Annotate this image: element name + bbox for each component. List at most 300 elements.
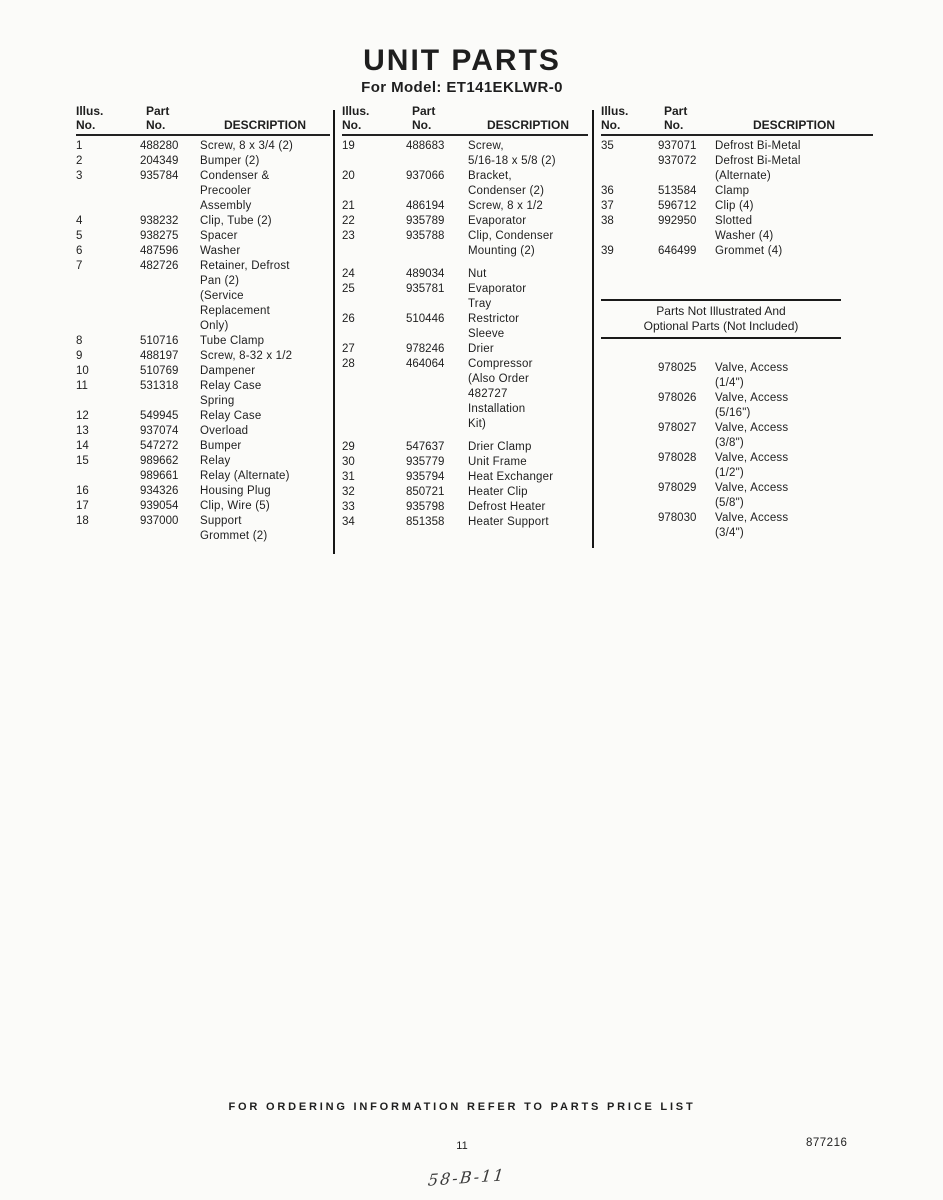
table-row bbox=[76, 184, 330, 199]
cell-desc: (1/2") bbox=[715, 467, 744, 479]
cell-desc: Screw, 8-32 x 1/2 bbox=[200, 350, 293, 362]
cell-desc: Screw, 8 x 3/4 (2) bbox=[200, 140, 294, 152]
cell-illus bbox=[601, 361, 658, 376]
cell-desc: Bumper bbox=[200, 440, 242, 452]
cell-part: 488683 bbox=[406, 140, 445, 152]
cell-part: 935788 bbox=[406, 230, 445, 242]
cell-part: 978246 bbox=[406, 343, 445, 355]
table-row bbox=[601, 214, 873, 229]
table-row bbox=[76, 259, 330, 274]
cell-desc: Defrost Bi-Metal bbox=[715, 155, 801, 167]
cell-desc: Installation bbox=[468, 403, 526, 415]
cell-part: 488197 bbox=[140, 350, 179, 362]
cell-desc: Valve, Access bbox=[715, 362, 789, 374]
cell-illus bbox=[76, 319, 140, 334]
cell-desc: Restrictor bbox=[468, 313, 520, 325]
table-row bbox=[342, 417, 588, 432]
not-illustrated-section bbox=[601, 299, 841, 541]
cell-illus: 7 bbox=[76, 260, 83, 272]
cell-illus: 15 bbox=[76, 455, 89, 467]
cell-part: 547637 bbox=[406, 441, 445, 453]
cell-part bbox=[406, 327, 468, 342]
table-rows bbox=[601, 139, 873, 259]
ordering-note: FOR ORDERING INFORMATION REFER TO PARTS PRICE LIST bbox=[228, 1101, 696, 1113]
cell-part bbox=[658, 169, 715, 184]
cell-illus: 39 bbox=[601, 245, 614, 257]
cell-part: 510716 bbox=[140, 335, 179, 347]
header-illus-no bbox=[601, 104, 658, 132]
cell-illus: 19 bbox=[342, 140, 355, 152]
table-row bbox=[76, 289, 330, 304]
table-row bbox=[76, 499, 330, 514]
handwritten-note: 58-B-11 bbox=[427, 1165, 507, 1190]
table-row bbox=[342, 402, 588, 417]
table-row bbox=[601, 511, 841, 526]
table-row bbox=[342, 470, 588, 485]
cell-desc: Defrost Heater bbox=[468, 501, 546, 513]
cell-desc: Clip, Wire (5) bbox=[200, 500, 270, 512]
cell-illus: 16 bbox=[76, 485, 89, 497]
cell-illus bbox=[601, 526, 658, 541]
table-row bbox=[76, 469, 330, 484]
cell-desc: Screw, 8 x 1/2 bbox=[468, 200, 544, 212]
not-illustrated-rows bbox=[601, 361, 841, 541]
cell-part: 935779 bbox=[406, 456, 445, 468]
header-part-label2: No. bbox=[664, 118, 684, 132]
cell-desc: Bracket, bbox=[468, 170, 512, 182]
cell-part: 547272 bbox=[140, 440, 179, 452]
cell-part: 489034 bbox=[406, 268, 445, 280]
column-divider-2 bbox=[592, 110, 594, 548]
cell-part: 939054 bbox=[140, 500, 179, 512]
cell-illus bbox=[342, 297, 406, 312]
table-row bbox=[342, 485, 588, 500]
header-part-no bbox=[406, 104, 468, 132]
table-row bbox=[76, 229, 330, 244]
cell-part: 937074 bbox=[140, 425, 179, 437]
header-description-label: DESCRIPTION bbox=[486, 118, 569, 132]
cell-desc: Spacer bbox=[200, 230, 238, 242]
cell-desc: Kit) bbox=[468, 418, 487, 430]
not-illustrated-heading bbox=[601, 299, 841, 339]
cell-illus bbox=[601, 229, 658, 244]
header-illus-no bbox=[76, 104, 140, 132]
cell-part bbox=[406, 154, 468, 169]
cell-part: 978029 bbox=[658, 482, 697, 494]
cell-illus: 37 bbox=[601, 200, 614, 212]
cell-desc: Slotted bbox=[715, 215, 753, 227]
cell-desc: (3/4") bbox=[715, 527, 744, 539]
header-illus-label: Illus. bbox=[342, 104, 370, 118]
table-row bbox=[601, 496, 841, 511]
cell-desc: Spring bbox=[200, 395, 235, 407]
table-row bbox=[76, 424, 330, 439]
cell-part: 992950 bbox=[658, 215, 697, 227]
cell-illus: 14 bbox=[76, 440, 89, 452]
cell-desc: Relay Case bbox=[200, 410, 262, 422]
table-row bbox=[342, 312, 588, 327]
cell-part bbox=[658, 466, 715, 481]
cell-part bbox=[406, 417, 468, 432]
cell-desc: Condenser (2) bbox=[468, 185, 545, 197]
cell-desc: 5/16-18 x 5/8 (2) bbox=[468, 155, 556, 167]
cell-desc: Bumper (2) bbox=[200, 155, 260, 167]
table-row bbox=[342, 214, 588, 229]
table-row bbox=[342, 500, 588, 515]
cell-part bbox=[140, 184, 200, 199]
cell-illus: 11 bbox=[76, 380, 88, 392]
table-row bbox=[342, 154, 588, 169]
table-row bbox=[601, 451, 841, 466]
cell-desc: Relay (Alternate) bbox=[200, 470, 290, 482]
table-row bbox=[342, 440, 588, 455]
cell-illus bbox=[76, 199, 140, 214]
cell-desc: Grommet (4) bbox=[715, 245, 783, 257]
cell-desc: Valve, Access bbox=[715, 392, 789, 404]
cell-desc: Defrost Bi-Metal bbox=[715, 140, 801, 152]
cell-desc: (Service bbox=[200, 290, 244, 302]
cell-illus: 17 bbox=[76, 500, 89, 512]
table-row bbox=[76, 244, 330, 259]
cell-illus: 33 bbox=[342, 501, 355, 513]
cell-part: 935798 bbox=[406, 501, 445, 513]
cell-illus: 24 bbox=[342, 268, 355, 280]
cell-illus: 5 bbox=[76, 230, 83, 242]
cell-part: 989662 bbox=[140, 455, 179, 467]
cell-illus: 6 bbox=[76, 245, 83, 257]
cell-desc: Relay bbox=[200, 455, 231, 467]
cell-part: 978025 bbox=[658, 362, 697, 374]
cell-desc: Drier Clamp bbox=[468, 441, 532, 453]
cell-desc: Unit Frame bbox=[468, 456, 527, 468]
cell-desc: Only) bbox=[200, 320, 229, 332]
cell-desc: (1/4") bbox=[715, 377, 744, 389]
cell-illus bbox=[601, 376, 658, 391]
table-row bbox=[342, 455, 588, 470]
header-illus-no bbox=[342, 104, 406, 132]
cell-illus bbox=[76, 289, 140, 304]
cell-part bbox=[658, 436, 715, 451]
cell-desc: 482727 bbox=[468, 388, 508, 400]
header-illus-label: Illus. bbox=[76, 104, 104, 118]
cell-part bbox=[658, 526, 715, 541]
page-number: 11 bbox=[456, 1140, 468, 1152]
doc-number: 877216 bbox=[806, 1137, 848, 1149]
header-description bbox=[715, 104, 873, 132]
table-row bbox=[601, 244, 873, 259]
cell-part: 487596 bbox=[140, 245, 179, 257]
cell-part bbox=[140, 289, 200, 304]
cell-desc: Tube Clamp bbox=[200, 335, 265, 347]
table-rows bbox=[76, 139, 330, 544]
table-row bbox=[342, 139, 588, 154]
cell-illus: 2 bbox=[76, 155, 83, 167]
header-illus-label2: No. bbox=[342, 118, 362, 132]
cell-desc: Compressor bbox=[468, 358, 533, 370]
table-header bbox=[342, 104, 588, 136]
cell-illus bbox=[342, 372, 406, 387]
cell-illus: 10 bbox=[76, 365, 89, 377]
table-row bbox=[601, 154, 873, 169]
cell-desc: Clip, Condenser bbox=[468, 230, 554, 242]
cell-illus: 30 bbox=[342, 456, 355, 468]
page-title: UNIT PARTS bbox=[363, 44, 561, 77]
cell-illus: 25 bbox=[342, 283, 355, 295]
cell-part: 978030 bbox=[658, 512, 697, 524]
table-row bbox=[601, 139, 873, 154]
cell-illus bbox=[601, 466, 658, 481]
cell-part bbox=[406, 244, 468, 259]
cell-illus: 22 bbox=[342, 215, 355, 227]
cell-illus bbox=[601, 406, 658, 421]
table-row bbox=[76, 379, 330, 394]
header-description-label: DESCRIPTION bbox=[752, 118, 835, 132]
cell-part: 204349 bbox=[140, 155, 179, 167]
cell-illus: 8 bbox=[76, 335, 83, 347]
cell-desc: Pan (2) bbox=[200, 275, 240, 287]
cell-illus bbox=[342, 387, 406, 402]
table-row bbox=[342, 229, 588, 244]
cell-desc: Condenser & bbox=[200, 170, 270, 182]
cell-illus bbox=[76, 184, 140, 199]
cell-illus: 38 bbox=[601, 215, 614, 227]
table-row bbox=[601, 466, 841, 481]
table-row bbox=[601, 361, 841, 376]
table-row bbox=[601, 436, 841, 451]
cell-desc: Overload bbox=[200, 425, 249, 437]
cell-part: 510446 bbox=[406, 313, 445, 325]
column-divider-1 bbox=[333, 110, 335, 554]
cell-illus bbox=[601, 169, 658, 184]
cell-desc: (5/16") bbox=[715, 407, 751, 419]
cell-desc: Mounting (2) bbox=[468, 245, 535, 257]
cell-illus bbox=[342, 244, 406, 259]
cell-illus: 27 bbox=[342, 343, 355, 355]
cell-illus: 31 bbox=[342, 471, 355, 483]
table-row bbox=[601, 526, 841, 541]
cell-desc: Nut bbox=[468, 268, 487, 280]
cell-desc: Heater Support bbox=[468, 516, 549, 528]
cell-desc: Washer bbox=[200, 245, 241, 257]
cell-desc: (3/8") bbox=[715, 437, 744, 449]
header-part-no bbox=[658, 104, 715, 132]
table-row bbox=[601, 391, 841, 406]
cell-illus bbox=[342, 154, 406, 169]
cell-illus bbox=[601, 451, 658, 466]
cell-illus bbox=[342, 402, 406, 417]
cell-part bbox=[406, 297, 468, 312]
table-row bbox=[601, 376, 841, 391]
cell-desc: Heater Clip bbox=[468, 486, 528, 498]
cell-desc: Support bbox=[200, 515, 242, 527]
table-row bbox=[342, 357, 588, 372]
table-row bbox=[76, 304, 330, 319]
table-row bbox=[76, 514, 330, 529]
cell-illus bbox=[76, 304, 140, 319]
cell-part: 486194 bbox=[406, 200, 445, 212]
table-row bbox=[76, 139, 330, 154]
table-row bbox=[76, 334, 330, 349]
table-row bbox=[76, 154, 330, 169]
cell-part bbox=[140, 199, 200, 214]
cell-illus bbox=[342, 417, 406, 432]
table-row bbox=[342, 327, 588, 342]
cell-desc: Replacement bbox=[200, 305, 270, 317]
cell-desc: Evaporator bbox=[468, 215, 527, 227]
cell-illus bbox=[601, 154, 658, 169]
cell-part bbox=[658, 229, 715, 244]
parts-table-column-1 bbox=[76, 104, 330, 544]
header-illus-label: Illus. bbox=[601, 104, 629, 118]
table-row bbox=[76, 394, 330, 409]
cell-part: 935789 bbox=[406, 215, 445, 227]
cell-desc: Grommet (2) bbox=[200, 530, 268, 542]
cell-desc: Sleeve bbox=[468, 328, 505, 340]
table-row bbox=[342, 244, 588, 259]
cell-desc: Precooler bbox=[200, 185, 252, 197]
cell-part: 531318 bbox=[140, 380, 179, 392]
cell-part bbox=[406, 372, 468, 387]
not-illustrated-heading-line1: Parts Not Illustrated And bbox=[656, 304, 786, 318]
table-row bbox=[342, 267, 588, 282]
cell-illus bbox=[76, 469, 140, 484]
cell-desc: (Also Order bbox=[468, 373, 529, 385]
table-row bbox=[76, 409, 330, 424]
cell-part: 938275 bbox=[140, 230, 179, 242]
cell-illus bbox=[76, 529, 140, 544]
cell-illus: 21 bbox=[342, 200, 355, 212]
cell-part: 851358 bbox=[406, 516, 445, 528]
cell-desc: Valve, Access bbox=[715, 422, 789, 434]
cell-part bbox=[658, 496, 715, 511]
cell-desc: Retainer, Defrost bbox=[200, 260, 290, 272]
cell-desc: Evaporator bbox=[468, 283, 527, 295]
cell-part: 937066 bbox=[406, 170, 445, 182]
table-row bbox=[76, 484, 330, 499]
table-row bbox=[76, 364, 330, 379]
cell-part: 482726 bbox=[140, 260, 179, 272]
cell-part: 938232 bbox=[140, 215, 179, 227]
cell-desc: Heat Exchanger bbox=[468, 471, 554, 483]
cell-illus bbox=[601, 511, 658, 526]
cell-part: 937071 bbox=[658, 140, 697, 152]
cell-illus bbox=[601, 481, 658, 496]
cell-illus bbox=[601, 421, 658, 436]
cell-illus bbox=[601, 436, 658, 451]
header-part-label2: No. bbox=[412, 118, 432, 132]
cell-desc: (5/8") bbox=[715, 497, 744, 509]
cell-part: 934326 bbox=[140, 485, 179, 497]
cell-illus bbox=[76, 274, 140, 289]
cell-illus: 29 bbox=[342, 441, 355, 453]
cell-desc: Relay Case bbox=[200, 380, 262, 392]
table-header bbox=[601, 104, 873, 136]
table-header bbox=[76, 104, 330, 136]
table-row bbox=[342, 342, 588, 357]
table-row bbox=[342, 184, 588, 199]
cell-illus: 4 bbox=[76, 215, 83, 227]
cell-illus: 1 bbox=[76, 140, 83, 152]
cell-illus: 12 bbox=[76, 410, 89, 422]
table-row bbox=[76, 169, 330, 184]
header-part-label2: No. bbox=[146, 118, 166, 132]
table-row bbox=[601, 421, 841, 436]
cell-desc: Clamp bbox=[715, 185, 750, 197]
table-rows bbox=[342, 139, 588, 530]
header-illus-label2: No. bbox=[601, 118, 621, 132]
table-row bbox=[601, 184, 873, 199]
cell-illus: 23 bbox=[342, 230, 355, 242]
table-row bbox=[342, 297, 588, 312]
table-row bbox=[76, 454, 330, 469]
cell-part bbox=[658, 376, 715, 391]
table-row bbox=[76, 199, 330, 214]
cell-illus: 18 bbox=[76, 515, 89, 527]
table-row bbox=[76, 274, 330, 289]
cell-desc: Housing Plug bbox=[200, 485, 271, 497]
header-description bbox=[200, 104, 330, 132]
cell-illus bbox=[601, 496, 658, 511]
cell-part bbox=[406, 184, 468, 199]
cell-part: 935784 bbox=[140, 170, 179, 182]
header-description-label: DESCRIPTION bbox=[223, 118, 306, 132]
table-row bbox=[601, 406, 841, 421]
table-row bbox=[342, 169, 588, 184]
cell-desc: Valve, Access bbox=[715, 452, 789, 464]
cell-illus: 34 bbox=[342, 516, 355, 528]
cell-illus bbox=[76, 394, 140, 409]
cell-part: 596712 bbox=[658, 200, 697, 212]
cell-part: 510769 bbox=[140, 365, 179, 377]
model-subtitle: For Model: ET141EKLWR-0 bbox=[361, 79, 563, 96]
cell-part: 513584 bbox=[658, 185, 697, 197]
cell-illus bbox=[601, 391, 658, 406]
table-row bbox=[76, 214, 330, 229]
cell-desc: Valve, Access bbox=[715, 512, 789, 524]
header-part-label: Part bbox=[146, 104, 170, 118]
cell-illus bbox=[342, 184, 406, 199]
table-row bbox=[601, 169, 873, 184]
table-row bbox=[76, 349, 330, 364]
cell-part: 935781 bbox=[406, 283, 445, 295]
cell-part bbox=[658, 406, 715, 421]
table-row bbox=[342, 282, 588, 297]
header-part-no bbox=[140, 104, 200, 132]
cell-part: 464064 bbox=[406, 358, 445, 370]
header-part-label: Part bbox=[412, 104, 436, 118]
cell-part bbox=[140, 304, 200, 319]
parts-table-column-3 bbox=[601, 104, 873, 259]
table-row bbox=[342, 387, 588, 402]
cell-desc: Drier bbox=[468, 343, 494, 355]
cell-illus: 9 bbox=[76, 350, 83, 362]
table-row bbox=[342, 515, 588, 530]
cell-part: 646499 bbox=[658, 245, 697, 257]
cell-part bbox=[406, 402, 468, 417]
not-illustrated-heading-line2: Optional Parts (Not Included) bbox=[643, 319, 799, 333]
cell-illus: 26 bbox=[342, 313, 355, 325]
cell-part: 978028 bbox=[658, 452, 697, 464]
cell-part: 937000 bbox=[140, 515, 179, 527]
cell-part: 978027 bbox=[658, 422, 697, 434]
cell-illus bbox=[342, 327, 406, 342]
table-row bbox=[76, 319, 330, 334]
cell-part: 978026 bbox=[658, 392, 697, 404]
parts-table-column-2 bbox=[342, 104, 588, 530]
header-part-label: Part bbox=[664, 104, 688, 118]
cell-desc: Screw, bbox=[468, 140, 504, 152]
cell-part bbox=[140, 274, 200, 289]
